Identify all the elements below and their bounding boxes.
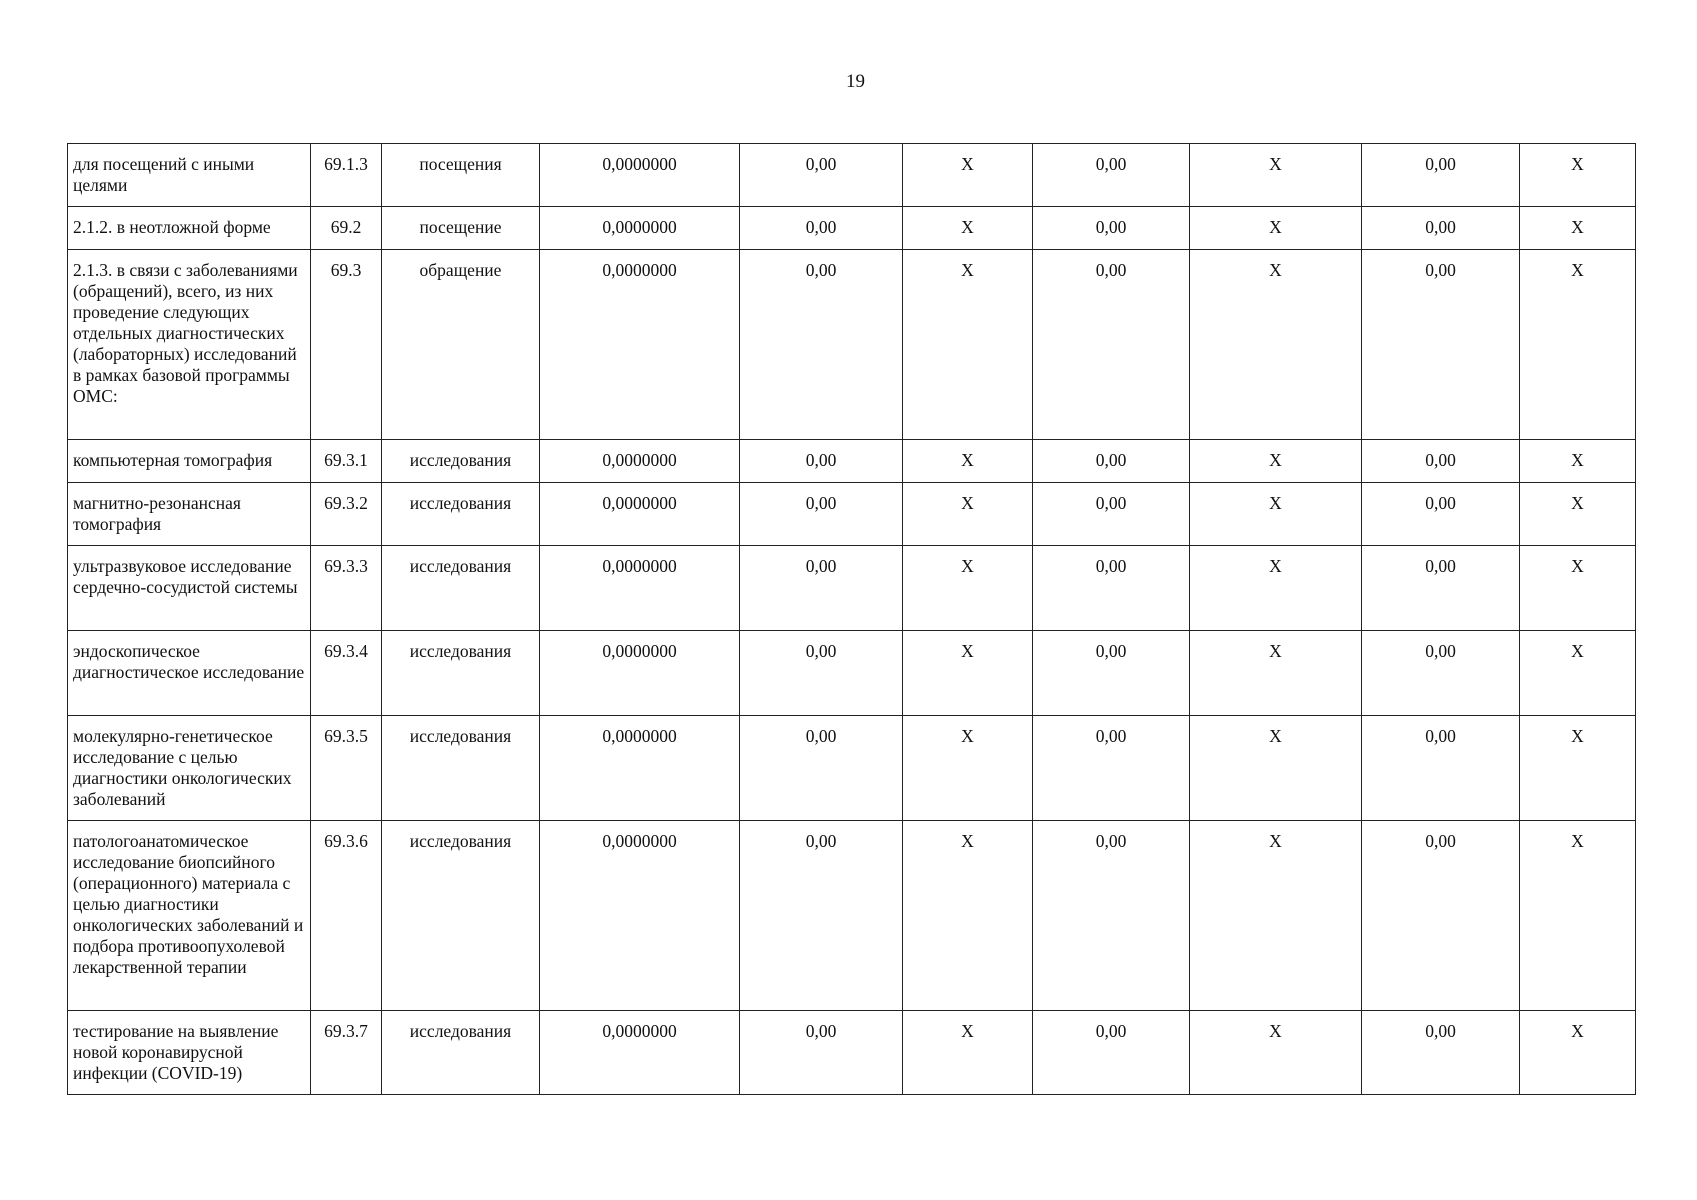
row-value-3: X	[903, 483, 1033, 546]
data-table	[67, 143, 1636, 1095]
row-value-7: X	[1520, 144, 1636, 207]
row-value-4: 0,00	[1033, 144, 1190, 207]
row-name: 2.1.3. в связи с заболеваниями (обращений), всего, из них проведение следующих отдельных диагностических (лабораторных) исследований в рамках базовой программы ОМС:	[68, 250, 311, 440]
table-row	[68, 483, 1636, 546]
row-value-1: 0,0000000	[540, 716, 740, 821]
row-name: для посещений с иными целями	[68, 144, 311, 207]
row-value-3: X	[903, 631, 1033, 716]
row-unit: исследования	[382, 631, 540, 716]
row-value-7: X	[1520, 716, 1636, 821]
row-value-7: X	[1520, 1011, 1636, 1095]
row-value-6: 0,00	[1362, 250, 1520, 440]
row-name: компьютерная томография	[68, 440, 311, 483]
row-value-4: 0,00	[1033, 207, 1190, 250]
page-number: 19	[846, 71, 865, 92]
row-value-6: 0,00	[1362, 546, 1520, 631]
row-code: 69.2	[311, 207, 382, 250]
row-value-1: 0,0000000	[540, 207, 740, 250]
row-value-5: X	[1190, 144, 1362, 207]
table-row	[68, 716, 1636, 821]
row-value-2: 0,00	[740, 821, 903, 1011]
row-value-4: 0,00	[1033, 1011, 1190, 1095]
row-value-3: X	[903, 144, 1033, 207]
row-value-4: 0,00	[1033, 440, 1190, 483]
row-value-6: 0,00	[1362, 631, 1520, 716]
row-value-7: X	[1520, 483, 1636, 546]
row-value-1: 0,0000000	[540, 1011, 740, 1095]
row-value-6: 0,00	[1362, 483, 1520, 546]
row-value-1: 0,0000000	[540, 250, 740, 440]
table-row	[68, 144, 1636, 207]
row-value-2: 0,00	[740, 207, 903, 250]
row-unit: исследования	[382, 440, 540, 483]
row-code: 69.3.5	[311, 716, 382, 821]
row-value-5: X	[1190, 207, 1362, 250]
row-name: молекулярно-генетическое исследование с целью диагностики онкологических заболеваний	[68, 716, 311, 821]
row-value-7: X	[1520, 207, 1636, 250]
row-unit: исследования	[382, 821, 540, 1011]
row-code: 69.3.2	[311, 483, 382, 546]
row-value-3: X	[903, 821, 1033, 1011]
row-value-7: X	[1520, 546, 1636, 631]
row-unit: посещения	[382, 144, 540, 207]
row-value-2: 0,00	[740, 144, 903, 207]
row-value-5: X	[1190, 631, 1362, 716]
row-value-4: 0,00	[1033, 716, 1190, 821]
row-value-2: 0,00	[740, 483, 903, 546]
row-code: 69.3	[311, 250, 382, 440]
row-unit: посещение	[382, 207, 540, 250]
row-value-1: 0,0000000	[540, 144, 740, 207]
row-value-2: 0,00	[740, 1011, 903, 1095]
row-value-6: 0,00	[1362, 144, 1520, 207]
row-value-2: 0,00	[740, 631, 903, 716]
row-value-5: X	[1190, 546, 1362, 631]
row-unit: обращение	[382, 250, 540, 440]
row-code: 69.3.1	[311, 440, 382, 483]
row-code: 69.3.3	[311, 546, 382, 631]
row-unit: исследования	[382, 483, 540, 546]
row-value-2: 0,00	[740, 440, 903, 483]
row-value-5: X	[1190, 250, 1362, 440]
row-value-6: 0,00	[1362, 440, 1520, 483]
row-value-5: X	[1190, 821, 1362, 1011]
row-name: патологоанатомическое исследование биопсийного (операционного) материала с целью диагностики онкологических заболеваний и подбора противоопухолевой лекарственной терапии	[68, 821, 311, 1011]
row-value-3: X	[903, 250, 1033, 440]
row-name: эндоскопическое диагностическое исследование	[68, 631, 311, 716]
row-value-1: 0,0000000	[540, 483, 740, 546]
row-value-2: 0,00	[740, 546, 903, 631]
table-row	[68, 440, 1636, 483]
row-name: магнитно-резонансная томография	[68, 483, 311, 546]
row-name: ультразвуковое исследование сердечно-сосудистой системы	[68, 546, 311, 631]
row-value-3: X	[903, 546, 1033, 631]
table-row	[68, 546, 1636, 631]
row-value-4: 0,00	[1033, 546, 1190, 631]
row-value-6: 0,00	[1362, 1011, 1520, 1095]
row-name: 2.1.2. в неотложной форме	[68, 207, 311, 250]
row-value-7: X	[1520, 440, 1636, 483]
table-row	[68, 207, 1636, 250]
row-unit: исследования	[382, 1011, 540, 1095]
row-value-3: X	[903, 716, 1033, 821]
row-value-4: 0,00	[1033, 631, 1190, 716]
row-value-2: 0,00	[740, 716, 903, 821]
table-row	[68, 821, 1636, 1011]
row-value-3: X	[903, 1011, 1033, 1095]
table-row	[68, 631, 1636, 716]
table-row	[68, 1011, 1636, 1095]
row-value-3: X	[903, 207, 1033, 250]
row-value-1: 0,0000000	[540, 440, 740, 483]
table-row	[68, 250, 1636, 440]
row-name: тестирование на выявление новой коронавирусной инфекции (COVID-19)	[68, 1011, 311, 1095]
row-value-4: 0,00	[1033, 250, 1190, 440]
row-value-7: X	[1520, 821, 1636, 1011]
row-code: 69.3.6	[311, 821, 382, 1011]
row-code: 69.3.4	[311, 631, 382, 716]
row-value-4: 0,00	[1033, 483, 1190, 546]
row-code: 69.1.3	[311, 144, 382, 207]
row-value-6: 0,00	[1362, 207, 1520, 250]
row-value-6: 0,00	[1362, 716, 1520, 821]
row-value-1: 0,0000000	[540, 821, 740, 1011]
row-value-5: X	[1190, 716, 1362, 821]
row-value-6: 0,00	[1362, 821, 1520, 1011]
row-value-5: X	[1190, 1011, 1362, 1095]
table-body	[68, 144, 1636, 1095]
row-value-1: 0,0000000	[540, 631, 740, 716]
row-code: 69.3.7	[311, 1011, 382, 1095]
row-unit: исследования	[382, 546, 540, 631]
row-value-7: X	[1520, 250, 1636, 440]
row-value-4: 0,00	[1033, 821, 1190, 1011]
row-value-2: 0,00	[740, 250, 903, 440]
row-value-5: X	[1190, 440, 1362, 483]
row-value-5: X	[1190, 483, 1362, 546]
row-value-1: 0,0000000	[540, 546, 740, 631]
row-value-3: X	[903, 440, 1033, 483]
row-unit: исследования	[382, 716, 540, 821]
row-value-7: X	[1520, 631, 1636, 716]
